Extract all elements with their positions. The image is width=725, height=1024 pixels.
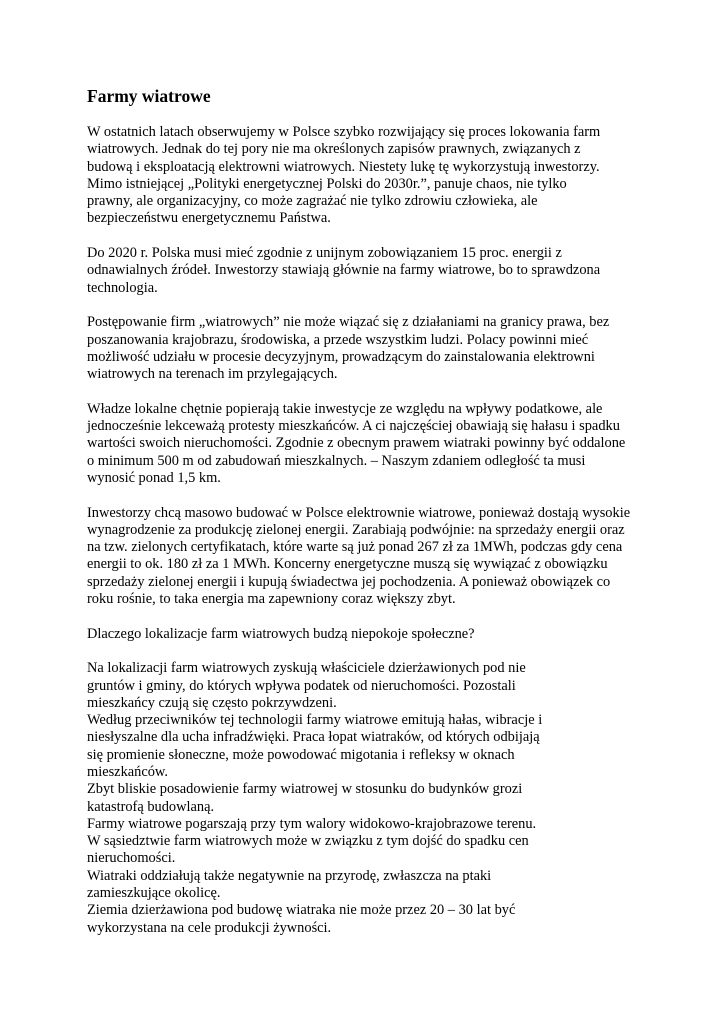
text-line: bezpieczeństwu energetycznemu Państwa.	[87, 210, 331, 227]
text-line: technologia.	[87, 279, 158, 296]
text-line: zamieszkujące okolicę.	[87, 885, 221, 902]
paragraph	[87, 245, 687, 297]
text-line: o minimum 500 m od zabudowań mieszkalnych. – Naszym zdaniem odległość ta musi	[87, 452, 586, 469]
text-line: poszanowania krajobrazu, środowiska, a przede wszystkim ludzi. Polacy powinni mieć	[87, 331, 589, 348]
text-line: wykorzystana na cele produkcji żywności.	[87, 919, 332, 936]
text-line: się promienie słoneczne, może powodować migotania i refleksy w oknach	[87, 746, 515, 763]
text-line: roku rośnie, to taka energia ma zapewniony coraz większy zbyt.	[87, 591, 456, 608]
text-line: wynosić ponad 1,5 km.	[87, 469, 221, 486]
text-line: Na lokalizacji farm wiatrowych zyskują właściciele dzierżawionych pod nie	[87, 660, 526, 677]
text-line: Wiatraki oddziałują także negatywnie na przyrodę, zwłaszcza na ptaki	[87, 867, 492, 884]
text-line: W sąsiedztwie farm wiatrowych może w związku z tym dojść do spadku cen	[87, 833, 529, 850]
text-line: odnawialnych źródeł. Inwestorzy stawiają głównie na farmy wiatrowe, bo to sprawdzona	[87, 262, 601, 279]
text-line: wynagrodzenie za produkcję zielonej energii. Zarabiają podwójnie: na sprzedaży energii oraz	[87, 521, 625, 538]
text-line: wartości swoich nieruchomości. Zgodnie z obecnym prawem wiatraki powinny być oddalone	[87, 435, 626, 452]
text-line: nieruchomości.	[87, 850, 176, 867]
text-line: Władze lokalne chętnie popierają takie inwestycje ze względu na wpływy podatkowe, ale	[87, 400, 603, 417]
text-line: W ostatnich latach obserwujemy w Polsce szybko rozwijający się proces lokowania farm	[87, 124, 601, 140]
text-line: Do 2020 r. Polska musi mieć zgodnie z unijnym zobowiązaniem 15 proc. energii z	[87, 245, 562, 262]
text-line: Dlaczego lokalizacje farm wiatrowych budzą niepokoje społeczne?	[87, 625, 475, 642]
text-line: na tzw. zielonych certyfikatach, które warte są już ponad 267 zł za 1MWh, podczas gdy cena	[87, 539, 623, 556]
text-line: jednocześnie lekceważą protesty mieszkańców. A ci najczęściej obawiają się hałasu i spadku	[87, 418, 620, 435]
paragraph	[87, 314, 687, 383]
paragraph	[87, 626, 687, 643]
text-line: Zbyt bliskie posadowienie farmy wiatrowej w stosunku do budynków grozi	[87, 781, 523, 798]
text-line: Mimo istniejącej „Polityki energetycznej Polski do 2030r.”, panuje chaos, nie tylko	[87, 175, 567, 192]
document-title: Farmy wiatrowe	[87, 86, 211, 106]
document-body	[87, 124, 687, 954]
text-line: mieszkańców.	[87, 763, 168, 780]
text-line: energii to ok. 180 zł za 1 MWh. Koncerny energetyczne muszą się wywiązać z obowiązku	[87, 556, 608, 573]
text-line: Postępowanie firm „wiatrowych” nie może wiązać się z działaniami na granicy prawa, bez	[87, 314, 610, 331]
text-line: niesłyszalne dla ucha infradźwięki. Praca łopat wiatraków, od których odbijają	[87, 729, 540, 746]
text-line: Ziemia dzierżawiona pod budowę wiatraka nie może przez 20 – 30 lat być	[87, 902, 516, 919]
text-line: sprzedaży zielonej energii i kupują świadectwa jej pochodzenia. A ponieważ obowiązek co	[87, 573, 611, 590]
text-line: wiatrowych. Jednak do tej pory nie ma określonych zapisów prawnych, związanych z	[87, 141, 581, 158]
text-line: gruntów i gminy, do których wpływa podatek od nieruchomości. Pozostali	[87, 677, 516, 694]
paragraph	[87, 401, 687, 487]
paragraph	[87, 505, 687, 609]
text-line: mieszkańcy czują się często pokrzywdzeni.	[87, 694, 337, 711]
paragraph	[87, 660, 687, 937]
text-line: możliwość udziału w procesie decyzyjnym, prowadzącym do zainstalowania elektrowni	[87, 348, 595, 365]
text-line: katastrofą budowlaną.	[87, 798, 215, 815]
text-line: wiatrowych na terenach im przylegających.	[87, 366, 338, 383]
paragraph	[87, 124, 687, 228]
text-line: prawny, ale organizacyjny, co może zagrażać nie tylko zdrowiu człowieka, ale	[87, 193, 538, 210]
text-line: Według przeciwników tej technologii farmy wiatrowe emitują hałas, wibracje i	[87, 712, 543, 729]
text-line: Inwestorzy chcą masowo budować w Polsce elektrownie wiatrowe, ponieważ dostają wysokie	[87, 504, 631, 521]
text-line: Farmy wiatrowe pogarszają przy tym walory widokowo-krajobrazowe terenu.	[87, 815, 537, 832]
text-line: budową i eksploatacją elektrowni wiatrowych. Niestety lukę tę wykorzystują inwestorzy.	[87, 158, 600, 175]
